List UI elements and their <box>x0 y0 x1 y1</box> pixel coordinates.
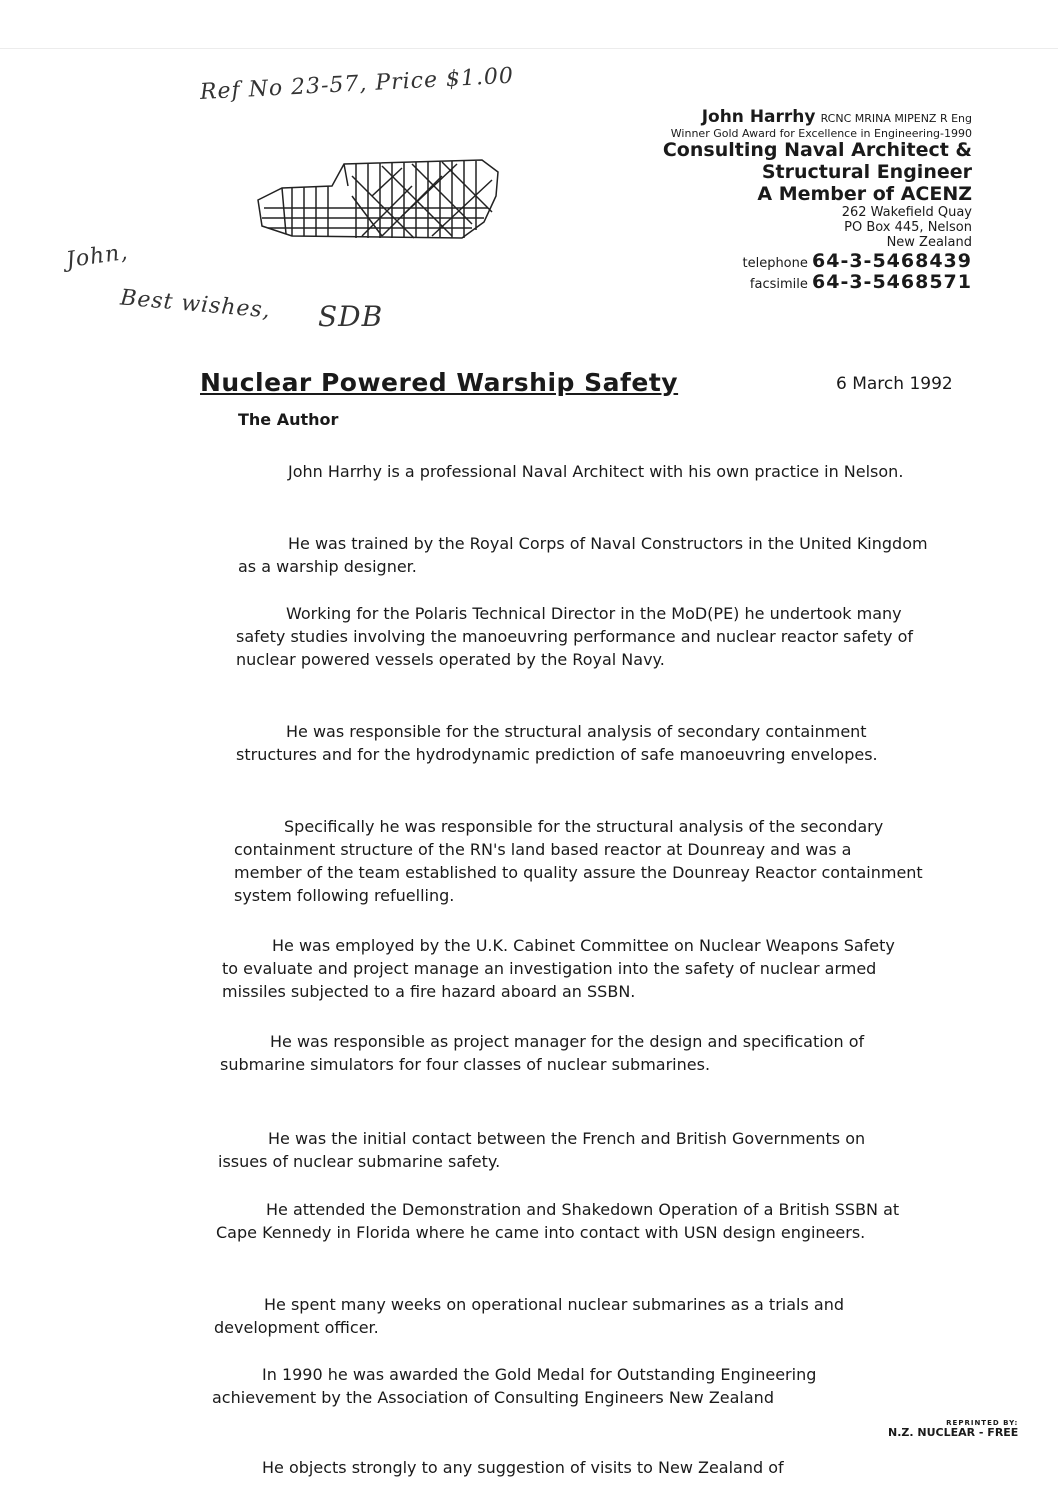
paragraph <box>234 815 924 907</box>
paragraph-text: In 1990 he was awarded the Gold Medal for Outstanding Engineering achievement by the Association of Consulting Engineers New Zealand <box>212 1365 817 1407</box>
ship-hull-logo-icon <box>252 156 502 242</box>
author-name: John Harrhy <box>701 107 816 127</box>
letterhead-name-line <box>663 108 972 128</box>
section-heading: The Author <box>238 410 339 429</box>
paragraph <box>214 1293 904 1339</box>
facsimile-label: facsimile <box>749 277 808 293</box>
address-line-1: 262 Wakefield Quay <box>841 204 972 220</box>
handwritten-greeting: John, <box>64 239 130 274</box>
paragraph-text: He spent many weeks on operational nuclear submarines as a trials and development officer. <box>214 1295 844 1337</box>
reprint-footer <box>888 1420 1018 1439</box>
paragraph-text: He was trained by the Royal Corps of Naval Constructors in the United Kingdom as a warship designer. <box>238 534 928 576</box>
paragraph <box>212 1363 902 1409</box>
paragraph <box>236 602 926 671</box>
document-date: 6 March 1992 <box>836 374 953 394</box>
paragraph <box>216 1198 906 1244</box>
paragraph <box>236 720 926 766</box>
paragraph <box>212 1456 862 1479</box>
author-qualifications: RCNC MRINA MIPENZ R Eng <box>820 112 972 125</box>
paragraph-text: He was responsible for the structural analysis of secondary containment structures and for the hydrodynamic prediction of safe manoeuvring envelopes. <box>236 722 878 764</box>
reprint-publisher: N.Z. NUCLEAR - FREE <box>888 1426 1019 1440</box>
facsimile-line <box>663 272 972 294</box>
paragraph <box>220 1030 910 1076</box>
page-top-edge <box>0 0 1058 49</box>
paragraph-text: John Harrhy is a professional Naval Architect with his own practice in Nelson. <box>288 462 904 481</box>
paragraph-text: He was employed by the U.K. Cabinet Committee on Nuclear Weapons Safety to evaluate and project manage an investigation into the safety of nuclear armed missiles subjected to a fire hazard aboard an SSBN. <box>222 936 895 1001</box>
paragraph-text: Specifically he was responsible for the structural analysis of the secondary containment structure of the RN's land based reactor at Dounreay and was a member of the team established to quality assure the Dounreay Reactor containment system following refuelling. <box>234 817 923 905</box>
facsimile-number: 64-3-5468571 <box>812 271 972 294</box>
reprinted-by-label: REPRINTED BY: <box>946 1419 1019 1427</box>
telephone-label: telephone <box>742 255 808 271</box>
telephone-number: 64-3-5468439 <box>812 249 972 272</box>
telephone-line <box>663 251 972 273</box>
address-line-3: New Zealand <box>886 234 972 250</box>
handwritten-initials: SDB <box>318 300 384 333</box>
handwritten-closing: Best wishes, <box>119 285 272 324</box>
paragraph-text: He was the initial contact between the French and British Governments on issues of nuclear submarine safety. <box>218 1129 866 1171</box>
paragraph-text: He objects strongly to any suggestion of visits to New Zealand of <box>262 1458 784 1477</box>
award-line: Winner Gold Award for Excellence in Engineering-1990 <box>670 126 972 140</box>
paragraph <box>238 532 928 578</box>
handwritten-ref-note: Ref No 23-57, Price $1.00 <box>199 63 515 105</box>
paragraph <box>238 460 928 483</box>
role-line-1: Consulting Naval Architect & <box>662 139 972 162</box>
paragraph <box>218 1127 908 1173</box>
document-title: Nuclear Powered Warship Safety <box>200 368 679 397</box>
paragraph <box>222 934 912 1003</box>
membership-line: A Member of ACENZ <box>757 182 972 205</box>
role-line-2: Structural Engineer <box>761 161 972 184</box>
paragraph-text: Working for the Polaris Technical Director in the MoD(PE) he undertook many safety studies involving the manoeuvring performance and nuclear reactor safety of nuclear powered vessels operated by the Royal Navy. <box>236 604 914 669</box>
address-line-2: PO Box 445, Nelson <box>844 219 972 235</box>
letterhead <box>663 108 972 294</box>
paragraph-text: He was responsible as project manager for the design and specification of submarine simulators for four classes of nuclear submarines. <box>220 1032 865 1074</box>
paragraph-text: He attended the Demonstration and Shakedown Operation of a British SSBN at Cape Kennedy in Florida where he came into contact with USN design engineers. <box>216 1200 900 1242</box>
